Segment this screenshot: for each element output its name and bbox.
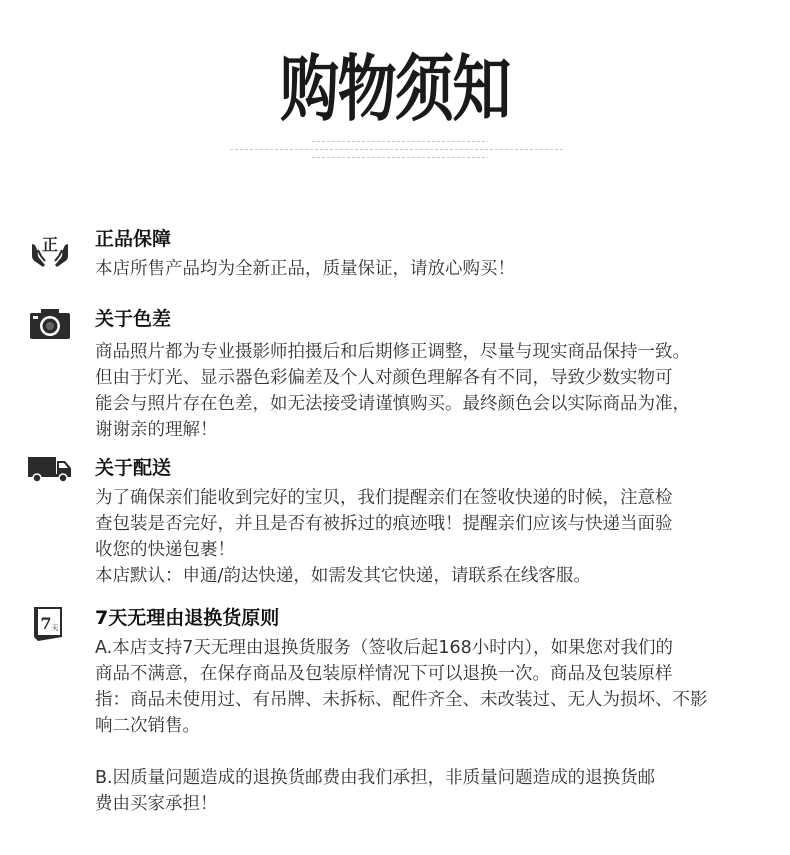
section-body xyxy=(95,339,775,443)
section-body xyxy=(95,485,775,589)
body-line: 商品不满意，在保存商品及包装原样情况下可以退换一次。商品及包装原样 xyxy=(95,664,673,684)
icon-char-small: 天 xyxy=(51,624,59,632)
body-line: 本店默认：申通/韵达快递，如需发其它快递，请联系在线客服。 xyxy=(95,566,591,586)
body-line: 谢谢亲的理解！ xyxy=(95,420,218,440)
camera-icon xyxy=(28,306,72,346)
body-line: 指：商品未使用过、有吊牌、未拆标、配件齐全、未改装过、无人为损坏、不影 xyxy=(95,690,708,710)
body-line: 查包装是否完好，并且是否有被拆过的痕迹哦！提醒亲们应该与快递当面验 xyxy=(95,514,673,534)
decorative-fine-text xyxy=(0,156,790,159)
body-line: 费由买家承担！ xyxy=(95,794,218,814)
section-body xyxy=(95,256,775,282)
seven-day-calendar-icon xyxy=(28,603,72,643)
icon-char: 7 xyxy=(40,614,52,633)
section-body xyxy=(95,635,775,817)
decorative-fine-text xyxy=(0,140,790,143)
body-line: 但由于灯光、显示器色彩偏差及个人对颜色理解各有不同，导致少数实物可 xyxy=(95,368,673,388)
decorative-fine-text xyxy=(0,148,790,151)
body-line: A.本店支持7天无理由退换货服务（签收后起168小时内），如果您对我们的 xyxy=(95,638,674,658)
body-line: 响二次销售。 xyxy=(95,716,200,736)
body-line: B.因质量问题造成的退换货邮费由我们承担，非质量问题造成的退换货邮 xyxy=(95,768,656,788)
body-line: 商品照片都为专业摄影师拍摄后和后期修正调整，尽量与现实商品保持一致。 xyxy=(95,342,690,362)
authentic-hands-icon xyxy=(28,230,72,270)
section-heading: 关于配送 xyxy=(95,457,172,479)
delivery-truck-icon xyxy=(28,455,72,495)
body-line: 为了确保亲们能收到完好的宝贝，我们提醒亲们在签收快递的时候，注意检 xyxy=(95,488,673,508)
section-heading: 关于色差 xyxy=(95,308,172,330)
body-line: 收您的快递包裹！ xyxy=(95,540,235,560)
icon-char: 正 xyxy=(41,235,59,254)
section-heading: 正品保障 xyxy=(95,228,172,250)
body-spacer xyxy=(95,739,775,765)
body-line: 能会与照片存在色差，如无法接受请谨慎购买。最终颜色会以实际商品为准， xyxy=(95,394,690,414)
body-line: 本店所售产品均为全新正品，质量保证，请放心购买！ xyxy=(95,259,515,279)
page-title: 购物须知 xyxy=(280,46,510,131)
section-heading: 7天无理由退换货原则 xyxy=(95,607,280,629)
